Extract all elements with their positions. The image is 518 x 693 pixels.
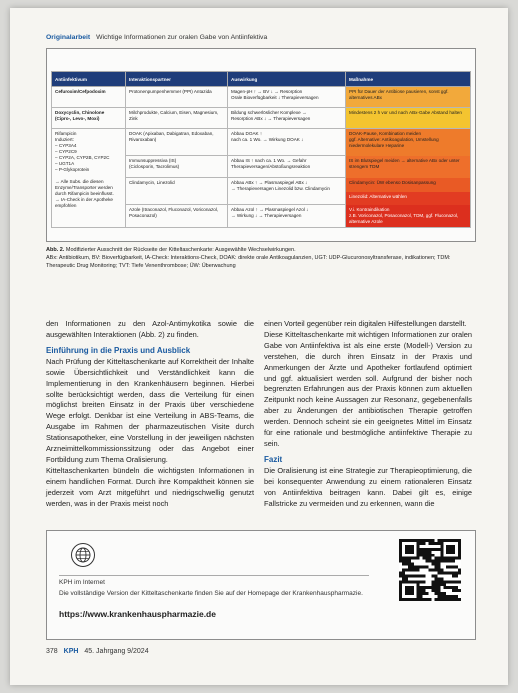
antiinfective-cell: Doxycyclin, Chinolone (Cipro-, Levo-, Moxi) (52, 108, 126, 129)
table-row (52, 87, 471, 108)
paragraph: einen Vorteil gegenüber rein digitalen Hilfestellungen darstellt. (264, 319, 467, 328)
page-number: 378 (46, 648, 58, 655)
partner-cell: Protonenpumpenhemmer (PPI) Antazida (126, 87, 228, 108)
partner-cell (126, 129, 228, 228)
kph-title: KPH im Internet (59, 579, 105, 586)
antiinfective-cell: Cefuroxim/Cefpodoxim (52, 87, 126, 108)
partner-segment: Immunsuppressiva (IS) (Ciclosporin, Tacrolimus) (126, 156, 227, 178)
partner-segment: Azole (Itraconazol, Fluconazol, Voriconazol, Posaconazol) (129, 207, 219, 218)
effect-cell (228, 129, 346, 228)
kph-text: Die vollständige Version der Kitteltaschenkarte finden Sie auf der Homepage der Krankenhauspharmazie. (59, 590, 363, 597)
caption-text: Modifizierter Ausschnitt der Rückseite der Kitteltaschenkarte: Ausgewählte Wechselwirkungen. (65, 247, 296, 253)
measure-segment: Linezolid: Alternative wählen (346, 192, 470, 205)
effect-cell: Magen-pH ↑ → BV ↓ → Resorption Orale Bioverfügbarkeit ↓ Therapieversagen (228, 87, 346, 108)
paragraph: Diese Kitteltaschenkarte mit wichtigen Informationen zur oralen Gabe von Antiinfektiva ist als eine erste (Modell-) Version zu verstehen, die durch ihren Einsatz in der Praxis und Anmerkungen der Ärzte und Apotheker fortlaufend optimiert und ggf. aktualisiert werden soll. Aufgrund der bisher noch begrenzten Erfahrungen aus der Praxis können zum aktuellen Zeitpunkt noch keine Aussagen zur Resonanz, gegebenenfalls aber zu Änderungen der antibiotischen Therapie getroffen werden. Dennoch scheint sie ein geeignetes Mittel im Einsatz für eine rationale und bestmögliche antiinfektive Therapie zu sein. (264, 329, 472, 448)
table-header: Interaktionspartner (126, 72, 228, 87)
caption-abbreviations: ABx: Antibiotikum, BV: Bioverfügbarkeit, IA-Check: Interaktions-Check, DOAK: direkte orale Antikoagulanzien, UGT: UDP-Glucuronosyltransferase, indikationen; TDM: Therapeutic Drug Monitoring; TVT: Tiefe Venenthrombose; ÜW: Überwachung (46, 255, 451, 269)
journal-brand: KPH (63, 648, 79, 655)
table-header-row (52, 72, 471, 87)
article-category: Originalarbeit (46, 34, 91, 41)
figure-caption (46, 246, 476, 270)
table-header: Auswirkung (228, 72, 346, 87)
text-column-right (264, 319, 472, 510)
effect-segment: Abbau Azol ↑ → Plasmaspiegel Azol ↓ → Wirkung ↓ → Therapieversagen (231, 207, 309, 218)
table-header: Maßnahme (346, 72, 471, 87)
running-title: Wichtige Informationen zur oralen Gabe von Antiinfektiva (96, 34, 268, 41)
qr-code-icon[interactable] (399, 539, 461, 601)
paragraph: Die Oralisierung ist eine Strategie zur Therapieoptimierung, die bei konsequenter Anwendung zu einem rationaleren Einsatz von Antiinfektiva beitragen kann. Dabei gilt es, einige Fallstricke zu vermeiden und zu erkennen, wann die (264, 465, 472, 508)
partner-segment: DOAK (Apixaban, Dabigatran, Edoxaban, Rivaroxaban) (126, 129, 227, 156)
kph-url-link[interactable]: https://www.krankenhauspharmazie.de (59, 609, 216, 619)
paragraph: den Informationen zu den Azol-Antimykotika sowie die ausgewählten Interaktionen (Abb. 2) zu finden. (46, 319, 254, 339)
caption-label: Abb. 2. (46, 247, 65, 253)
measure-cell (346, 108, 471, 129)
paragraph: Kitteltaschenkarten bündeln die wichtigsten Informationen in einem handlichen Format. Durch ihre Kompaktheit können sie jederzeit vom Arzt mitgeführt und niedrigschwellig genutzt werden, was in der Praxis meist noch (46, 465, 254, 508)
measure-cell (346, 129, 471, 228)
measure-segment: DOAK-Pause, Kombination meiden ggf. Alternative: Antikoagulation, Umstellung niedermolekulare Heparine (346, 129, 470, 156)
antiinfective-cell: Rifampicin Induziert: – CYP3A4 – CYP2C9 – CYP2A, CYP2B, CYP2C – UGT1A – P-Glykoprotein → Alle Subs. die diesen Enzyme/Transporter werden durch Rifampicin beeinflusst. → IA-Check in der Apotheke empfohlen (52, 129, 126, 228)
page-footer (46, 648, 149, 655)
figure-interaction-table (46, 48, 476, 242)
measure-segment: Clindamycin: ÜW ebenso Dosisanpassung (346, 178, 470, 192)
measure-cell (346, 87, 471, 108)
paragraph: Nach Prüfung der Kitteltaschenkarte auf Korrektheit der Inhalte sowie Übersichtlichkeit und Verständlichkeit kann die Implementierung in den Krankenhäusern beginnen. Hierbei sollte berücksichtigt werden, dass die Verteilung für einen möglichst breiten Einsatz in der Praxis über verschiedene Wege erfolgt. Denkbar ist eine Verteilung in ABS-Teams, die Ausgabe im Rahmen der pharmazeutischen Visite durch Stationsapotheker, eine Vorstellung in der jeweiligen nächsten Arzneimittelkommissionssitzung oder das Angebot einer Fortbildung zum Thema Oralisierung. (46, 356, 254, 464)
section-heading: Fazit (264, 454, 283, 464)
effect-segment: Abbau ABx ↑ → Plasmaspiegel ABx ↓ → Therapieversagen Linezolid bzw. Clindamycin (228, 178, 345, 205)
section-heading: Einführung in die Praxis und Ausblick (46, 345, 191, 355)
text-column-left (46, 319, 254, 510)
measure-segment: PPI für Dauer der Antibiose pausieren, sonst ggf. alternatives ABx (346, 87, 470, 107)
globe-icon (71, 543, 95, 567)
measure-segment: V.i. Kontraindikation z.B. Voriconazol, Posaconazol, TDM, ggf. Fluconazol, alternative Azole (346, 205, 470, 227)
measure-segment: Mindestens 2 h vor und nach ABx-Gabe Abstand halten (346, 108, 470, 128)
table-row (52, 108, 471, 129)
effect-cell: Bildung schwerlöslicher Komplexe → Resorption ABx ↓ → Therapieversagen (228, 108, 346, 129)
partner-cell: Milchprodukte, Calcium, Eisen, Magnesium, Zink (126, 108, 228, 129)
table-row (52, 129, 471, 228)
journal-page (10, 8, 508, 685)
measure-segment: IS im Blutspiegel meiden → alternative ABx oder unter strengem TDM (346, 156, 470, 178)
kph-internet-box (46, 530, 476, 640)
effect-segment: Abbau DOAK ↑ nach ca. 1 Wo. → Wirkung DOAK ↓ (228, 129, 345, 156)
partner-segment: Clindamycin, Linezolid (126, 178, 227, 205)
table-header: Antiinfektivum (52, 72, 126, 87)
journal-issue: 45. Jahrgang 9/2024 (84, 648, 149, 655)
running-header (46, 34, 267, 41)
effect-segment: Abbau IS ↑ nach ca. 1 Wo. → Gefahr Therapieversagen/Abstoßungsreaktion (228, 156, 345, 178)
interaction-table (51, 71, 471, 228)
divider (59, 575, 369, 576)
